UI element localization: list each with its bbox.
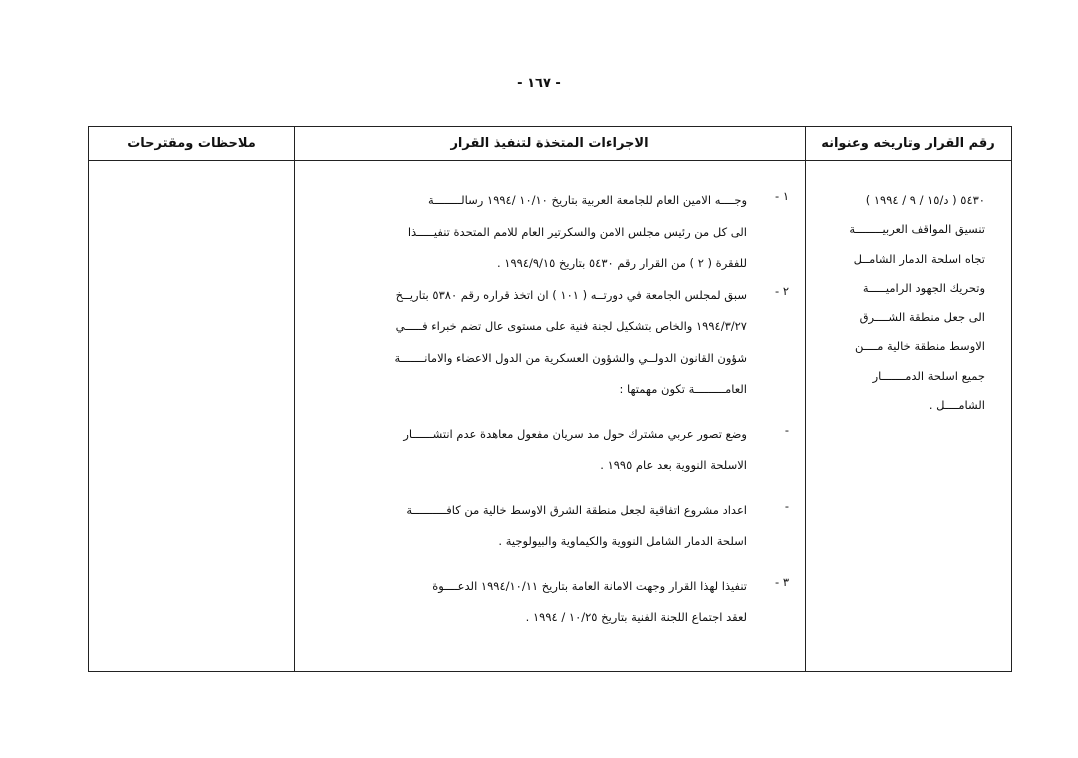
header-notes: ملاحظات ومقترحات xyxy=(127,136,256,151)
action-number: ١ - xyxy=(775,189,789,203)
decision-line: وتحريك الجهود الراميـــــة xyxy=(862,280,985,295)
decision-line: تنسيق المواقف العربيــــــــة xyxy=(849,222,985,237)
action-line: للفقرة ( ٢ ) من القرار رقم ٥٤٣٠ بتاريخ ١٩٩٤/٩/١٥ . xyxy=(496,256,747,270)
header-actions: الاجراءات المتخذة لتنفيذ القرار xyxy=(450,136,649,151)
action-line: الاسلحة النووية بعد عام ١٩٩٥ . xyxy=(600,458,747,472)
action-line: وجــــه الامين العام للجامعة العربية بتاريخ ١٠/١٠ /١٩٩٤ رسالــــــــة xyxy=(428,193,747,207)
action-item xyxy=(311,189,789,284)
decision-line: الشامــــل . xyxy=(928,398,985,413)
decision-line: جميع اسلحة الدمـــــــار xyxy=(872,368,985,383)
action-line: تنفيذا لهذا القرار وجهت الامانة العامة بتاريخ ١٩٩٤/١٠/١١ الدعــــوة xyxy=(432,578,747,593)
action-bullet: - xyxy=(784,498,789,513)
decision-line: الى جعل منطقة الشــــرق xyxy=(859,310,985,325)
decision-cell xyxy=(811,189,985,423)
page-number: - ١٦٧ - xyxy=(517,76,561,91)
decision-line: الاوسط منطقة خالية مــــن xyxy=(854,339,985,354)
column-divider-2 xyxy=(294,127,295,671)
header-divider xyxy=(89,160,1011,161)
action-line: الى كل من رئيس مجلس الامن والسكرتير العام للامم المتحدة تنفيـــــذا xyxy=(407,224,747,239)
decisions-table xyxy=(88,126,1012,672)
action-subitem xyxy=(311,499,789,562)
action-line: العامـــــــــة تكون مهمتها : xyxy=(619,382,747,396)
action-line: ١٩٩٤/٣/٢٧ والخاص بتشكيل لجنة فنية على مستوى عال تضم خبراء فـــــي xyxy=(395,319,747,333)
action-subitem xyxy=(311,423,789,486)
actions-cell xyxy=(311,189,789,638)
action-item xyxy=(311,284,789,410)
action-line: شؤون القانون الدولــي والشؤون العسكرية من الدول الاعضاء والامانـــــــة xyxy=(394,350,747,365)
action-number: ٣ - xyxy=(775,574,789,589)
action-line: اعداد مشروع اتفاقية لجعل منطقة الشرق الاوسط خالية من كافــــــــــة xyxy=(406,502,747,517)
decision-line: ٥٤٣٠ ( د/١٥ / ٩ / ١٩٩٤ ) xyxy=(865,193,985,207)
action-line: سبق لمجلس الجامعة في دورتــه ( ١٠١ ) ان اتخذ قراره رقم ٥٣٨٠ بتاريــخ xyxy=(395,287,747,302)
action-line: لعقد اجتماع اللجنة الفنية بتاريخ ١٠/٢٥ / ١٩٩٤ . xyxy=(525,610,747,624)
decision-line: تجاه اسلحة الدمار الشامــل xyxy=(853,251,985,266)
action-bullet: - xyxy=(784,422,789,437)
action-line: وضع تصور عربي مشترك حول مد سريان مفعول معاهدة عدم انتشــــــار xyxy=(403,426,747,441)
action-number: ٢ - xyxy=(775,283,789,298)
header-decision: رقم القرار وتاريخه وعنوانه xyxy=(821,136,995,151)
action-line: اسلحة الدمار الشامل النووية والكيماوية والبيولوجية . xyxy=(498,534,747,548)
column-divider-1 xyxy=(805,127,806,671)
action-item xyxy=(311,575,789,638)
